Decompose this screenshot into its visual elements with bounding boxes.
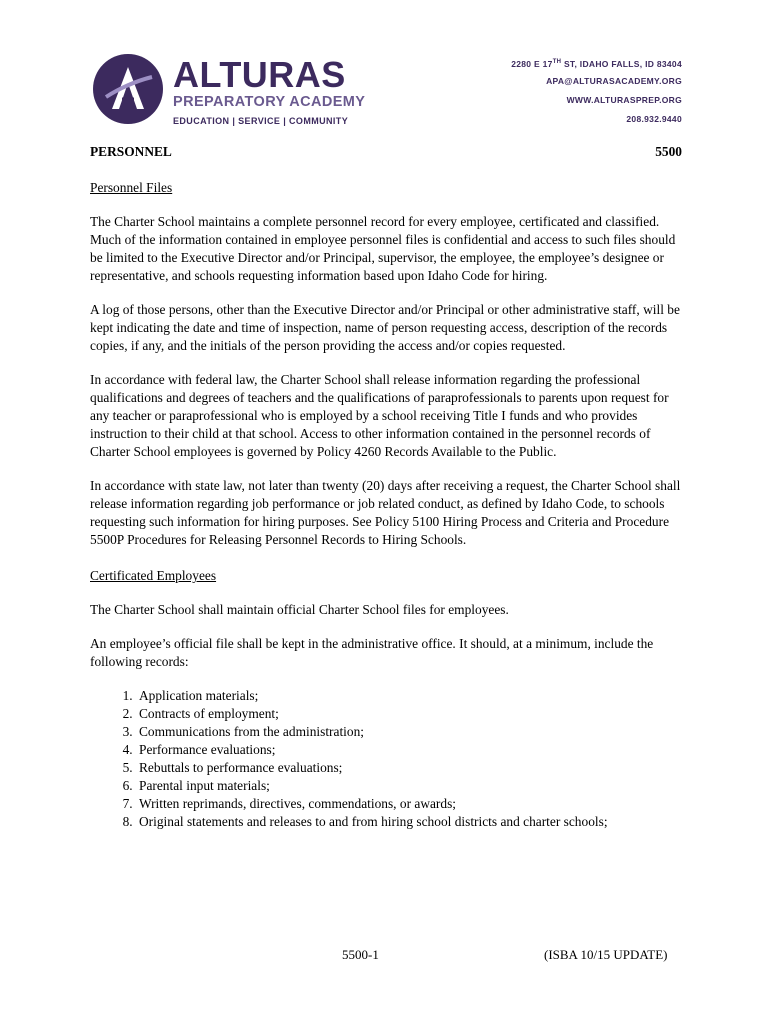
paragraph-3: In accordance with federal law, the Charter School shall release information regarding the professional qualifications and degrees of teachers and the qualifications of paraprofessionals to parents upon request for any teacher or paraprofessional who is employed by a school receiving Title I funds and who provides instruction to their child at that school. Access to other information contained in the personnel records of Charter School employees is governed by Policy 4260 Records Available to the Public. xyxy=(90,372,669,459)
list-item: 2. Contracts of employment; xyxy=(136,705,682,723)
email: APA@ALTURASACADEMY.ORG xyxy=(546,76,682,86)
title-row xyxy=(90,143,682,161)
list-item: 4. Performance evaluations; xyxy=(136,741,682,759)
paragraph-1: The Charter School maintains a complete personnel record for every employee, certificated and classified. Much of the information contained in employee personnel files is confidential and access to such files should be limited to the Executive Director and/or Principal, supervisor, the employee, the employee’s designee or representative, and schools requesting information based upon Idaho Code for hiring. xyxy=(90,214,676,283)
list-item: 6. Parental input materials; xyxy=(136,777,682,795)
phone: 208.932.9440 xyxy=(626,114,682,124)
paragraph-2: A log of those persons, other than the Executive Director and/or Principal or other administrative staff, will be kept indicating the date and time of inspection, name of person requesting access, description of the records copies, if any, and the initials of the person providing the access and/or copies requested. xyxy=(90,302,680,353)
website: WWW.ALTURASPREP.ORG xyxy=(566,95,682,105)
paragraph-4: In accordance with state law, not later than twenty (20) days after receiving a request, the Charter School shall release information regarding job performance or job related conduct, as defined by Idaho Code, to schools requesting such information for hiring purposes. See Policy 5100 Hiring Process and Criteria and Procedure 5500P Procedures for Releasing Personnel Records to Hiring Schools. xyxy=(90,478,681,547)
heading-personnel-files: Personnel Files xyxy=(90,180,173,195)
heading-certificated-employees: Certificated Employees xyxy=(90,568,217,583)
update-note: (ISBA 10/15 UPDATE) xyxy=(544,947,668,962)
alturas-logo-icon xyxy=(92,53,164,125)
list-item: 7. Written reprimands, directives, commendations, or awards; xyxy=(136,795,682,813)
contact-block xyxy=(511,56,682,132)
list-item: 5. Rebuttals to performance evaluations; xyxy=(136,759,682,777)
brand-name: ALTURAS xyxy=(173,54,346,95)
brand-subtitle: PREPARATORY ACADEMY xyxy=(173,94,366,110)
paragraph-6: An employee’s official file shall be kept in the administrative office. It should, at a minimum, include the following records: xyxy=(90,636,654,669)
records-list xyxy=(90,687,682,831)
brand-block xyxy=(173,54,366,126)
address: 2280 E 17TH ST, IDAHO FALLS, ID 83404 xyxy=(511,58,682,69)
policy-number: 5500 xyxy=(655,144,682,159)
list-item: 1. Application materials; xyxy=(136,687,682,705)
list-item: 8. Original statements and releases to and from hiring school districts and charter schools; xyxy=(136,813,682,831)
page-number: 5500-1 xyxy=(342,947,379,962)
letterhead xyxy=(0,0,770,140)
brand-tagline: EDUCATION | SERVICE | COMMUNITY xyxy=(173,116,349,126)
paragraph-5: The Charter School shall maintain official Charter School files for employees. xyxy=(90,602,509,617)
list-item: 3. Communications from the administration; xyxy=(136,723,682,741)
document-body xyxy=(90,143,682,831)
section-title: PERSONNEL xyxy=(90,144,172,159)
